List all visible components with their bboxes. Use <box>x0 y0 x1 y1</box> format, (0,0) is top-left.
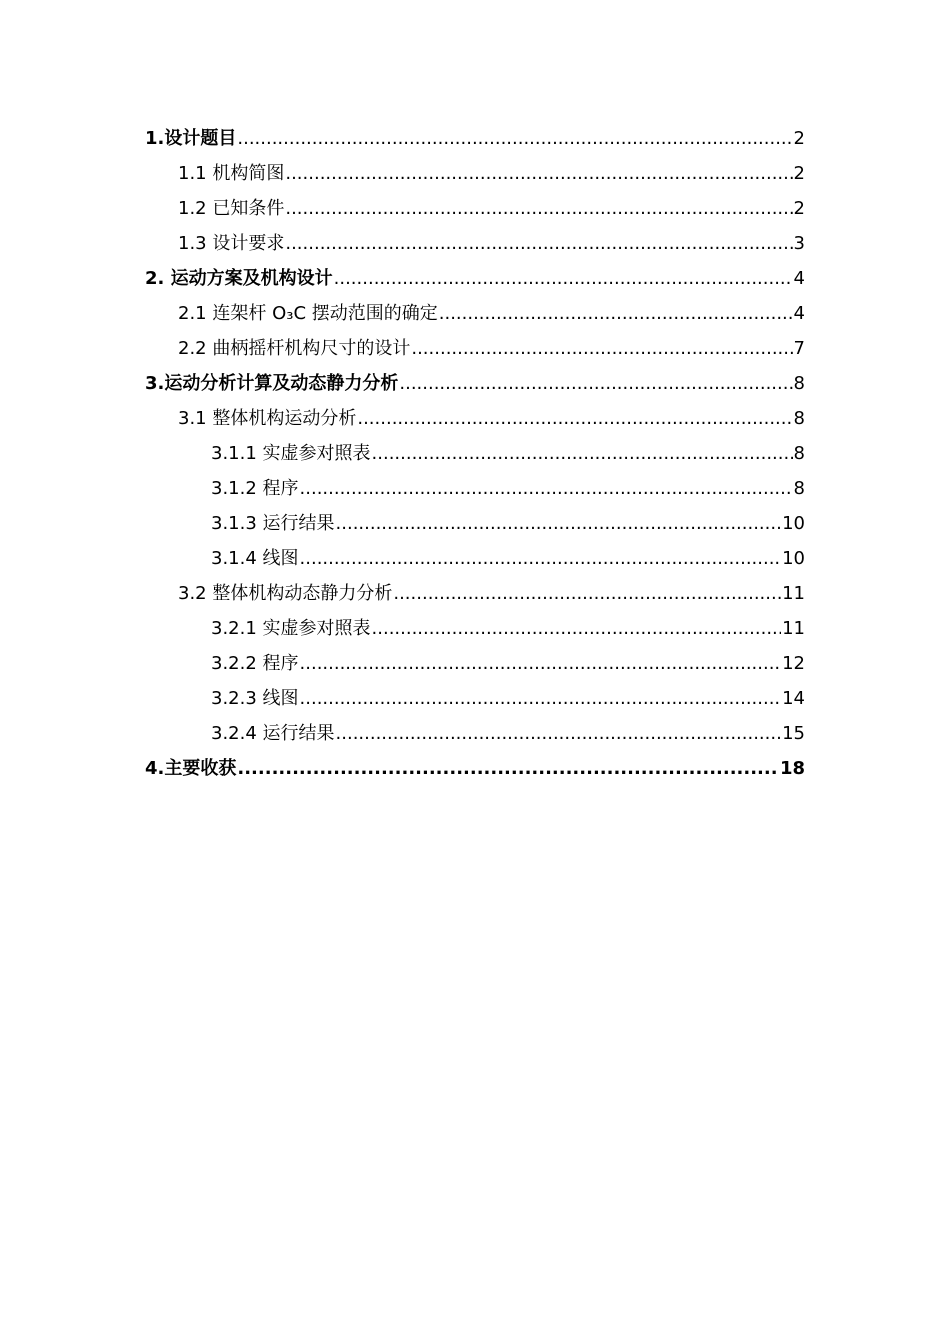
toc-entry-3-1-2[interactable] <box>0 464 805 499</box>
toc-entry-title: 3.1.4 线图 <box>211 548 299 569</box>
toc-entry-page: 4 <box>793 268 805 289</box>
toc-entry-page: 15 <box>782 723 805 744</box>
toc-entry-3[interactable] <box>0 359 805 394</box>
toc-entry-2-2[interactable] <box>0 324 805 359</box>
toc-leader-dots <box>372 619 782 639</box>
toc-leader-dots <box>334 269 793 289</box>
toc-entry-page: 2 <box>793 128 805 149</box>
toc-entry-3-2-1[interactable] <box>0 604 805 639</box>
toc-entry-2[interactable] <box>0 254 805 289</box>
toc-entry-page: 10 <box>782 513 805 534</box>
toc-leader-dots <box>411 339 792 359</box>
toc-leader-dots <box>439 304 793 324</box>
toc-entry-page: 11 <box>782 618 805 639</box>
toc-leader-dots <box>300 689 782 709</box>
toc-leader-dots <box>399 374 792 394</box>
toc-entry-1-3[interactable] <box>0 219 805 254</box>
toc-entry-page: 8 <box>793 408 805 429</box>
toc-entry-page: 8 <box>793 443 805 464</box>
toc-leader-dots <box>393 584 781 604</box>
toc-leader-dots <box>237 129 792 149</box>
toc-entry-3-2-4[interactable] <box>0 709 805 744</box>
toc-entry-page: 2 <box>793 163 805 184</box>
toc-leader-dots <box>372 444 793 464</box>
toc-entry-3-2-2[interactable] <box>0 639 805 674</box>
toc-entry-title: 4.主要收获 <box>145 758 237 779</box>
toc-leader-dots <box>285 164 792 184</box>
toc-entry-title: 3.2.2 程序 <box>211 653 299 674</box>
toc-entry-page: 4 <box>793 303 805 324</box>
toc-entry-title: 3.2.3 线图 <box>211 688 299 709</box>
toc-entry-title: 3.2 整体机构动态静力分析 <box>178 583 393 604</box>
toc-entry-title: 3.2.1 实虚参对照表 <box>211 618 371 639</box>
table-of-contents <box>0 114 950 779</box>
toc-entry-title: 3.1 整体机构运动分析 <box>178 408 357 429</box>
toc-entry-title: 2.1 连架杆 O₃C 摆动范围的确定 <box>178 303 438 324</box>
toc-entry-title: 1.设计题目 <box>145 128 237 149</box>
toc-entry-1-2[interactable] <box>0 184 805 219</box>
toc-entry-page: 7 <box>793 338 805 359</box>
toc-entry-title: 3.1.2 程序 <box>211 478 299 499</box>
toc-entry-3-1-3[interactable] <box>0 499 805 534</box>
toc-leader-dots <box>285 234 792 254</box>
toc-entry-1[interactable] <box>0 114 805 149</box>
toc-entry-title: 2.2 曲柄摇杆机构尺寸的设计 <box>178 338 411 359</box>
toc-entry-title: 3.运动分析计算及动态静力分析 <box>145 373 399 394</box>
toc-entry-3-1[interactable] <box>0 394 805 429</box>
toc-entry-page: 12 <box>782 653 805 674</box>
toc-entry-title: 1.1 机构简图 <box>178 163 285 184</box>
toc-entry-title: 3.1.3 运行结果 <box>211 513 335 534</box>
toc-entry-page: 8 <box>793 373 805 394</box>
toc-entry-3-2[interactable] <box>0 569 805 604</box>
toc-entry-1-1[interactable] <box>0 149 805 184</box>
toc-leader-dots <box>300 654 782 674</box>
toc-leader-dots <box>336 514 782 534</box>
toc-entry-title: 2. 运动方案及机构设计 <box>145 268 333 289</box>
toc-entry-page: 18 <box>779 758 805 779</box>
toc-leader-dots <box>285 199 792 219</box>
toc-entry-page: 3 <box>793 233 805 254</box>
toc-entry-3-1-1[interactable] <box>0 429 805 464</box>
toc-entry-page: 11 <box>782 583 805 604</box>
toc-entry-page: 14 <box>782 688 805 709</box>
toc-leader-dots <box>237 759 779 779</box>
toc-entry-4[interactable] <box>0 744 805 779</box>
toc-leader-dots <box>336 724 782 744</box>
toc-entry-3-1-4[interactable] <box>0 534 805 569</box>
toc-entry-title: 1.3 设计要求 <box>178 233 285 254</box>
toc-entry-title: 3.1.1 实虚参对照表 <box>211 443 371 464</box>
toc-entry-page: 2 <box>793 198 805 219</box>
toc-entry-title: 3.2.4 运行结果 <box>211 723 335 744</box>
toc-entry-3-2-3[interactable] <box>0 674 805 709</box>
toc-entry-title: 1.2 已知条件 <box>178 198 285 219</box>
toc-entry-2-1[interactable] <box>0 289 805 324</box>
toc-leader-dots <box>300 549 782 569</box>
toc-leader-dots <box>357 409 792 429</box>
toc-leader-dots <box>300 479 793 499</box>
toc-entry-page: 8 <box>793 478 805 499</box>
toc-entry-page: 10 <box>782 548 805 569</box>
